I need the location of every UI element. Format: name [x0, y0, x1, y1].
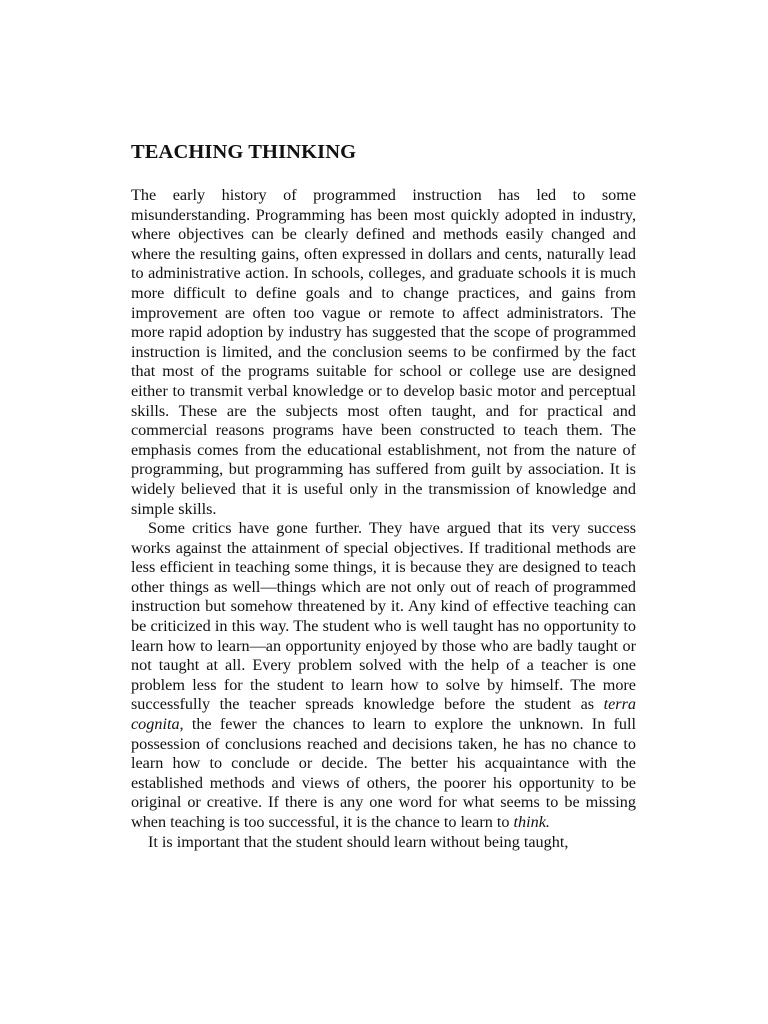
document-page [131, 140, 636, 852]
text-segment: The early history of programmed instruction has led to some misunderstanding. Programming has been most quickly adopted in industry, where objectives can be clearly defined and methods easily changed and where the resulting gains, often expressed in dollars and cents, naturally lead to administrative action. In schools, colleges, and graduate schools it is much more difficult to define goals and to change practices, and gains from improvement are often too vague or remote to affect administrators. The more rapid adoption by industry has suggested that the scope of programmed instruction is limited, and the conclusion seems to be confirmed by the fact that most of the programs suitable for school or college use are designed either to transmit verbal knowledge or to develop basic motor and perceptual skills. These are the subjects most often taught, and for practical and commercial reasons programs have been constructed to teach them. The emphasis comes from the educational establishment, not from the nature of programming, but programming has suffered from guilt by association. It is widely believed that it is useful only in the transmission of knowledge and simple skills. [131, 186, 636, 518]
page-title: TEACHING THINKING [131, 141, 357, 163]
body-text [131, 186, 636, 852]
paragraph [131, 519, 636, 833]
italic-text: terra cognita, [131, 695, 636, 734]
paragraph [131, 186, 636, 519]
text-segment: It is important that the student should learn without being taught, [148, 832, 569, 851]
text-segment: the fewer the chances to learn to explore the unknown. In full possession of conclusions reached and decisions taken, he has no chance to learn how to conclude or decide. The better his acquaintance with the established methods and views of others, the poorer his opportunity to be original or creative. If there is any one word for what seems to be missing when teaching is too successful, it is the chance to learn to [131, 715, 636, 831]
text-segment: Some critics have gone further. They have argued that its very success works against the attainment of special objectives. If traditional methods are less efficient in teaching some things, it is because they are designed to teach other things as well—things which are not only out of reach of programmed instruction but somehow threatened by it. Any kind of effective teaching can be criticized in this way. The student who is well taught has no opportunity to learn how to learn—an opportunity enjoyed by those who are badly taught or not taught at all. Every problem solved with the help of a teacher is one problem less for the student to learn how to solve by himself. The more successfully the teacher spreads knowledge before the student as [131, 519, 636, 714]
paragraph [131, 833, 636, 853]
italic-text: think. [513, 813, 550, 831]
